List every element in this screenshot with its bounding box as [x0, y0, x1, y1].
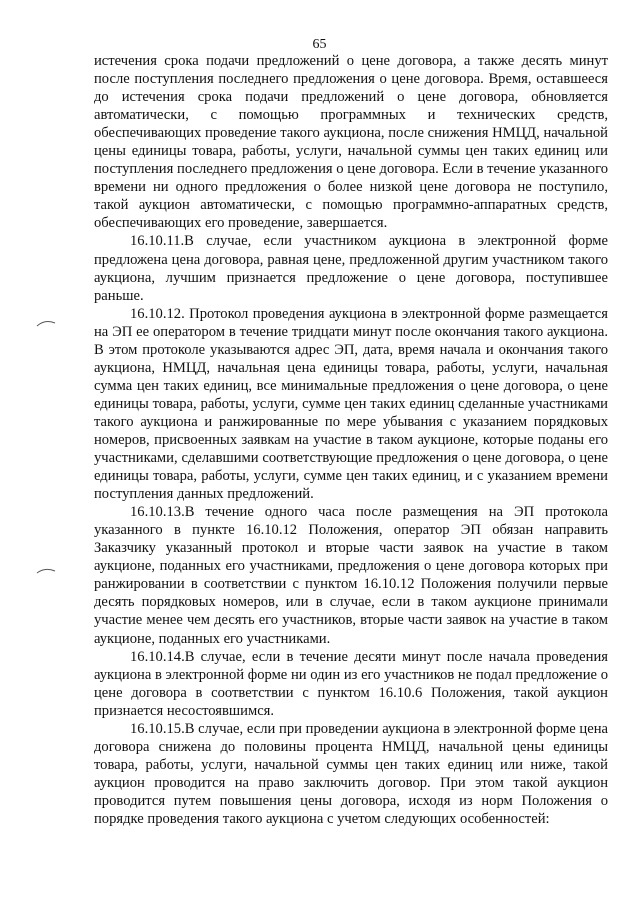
paragraph-16-10-12: 16.10.12. Протокол проведения аукциона в электронной форме размещается на ЭП ее оператором в течение тридцати минут после окончания такого аукциона. В этом протоколе указываются адрес ЭП, дата, время начала и окончания такого аукциона, НМЦД, начальная цена единицы товара, работы, услуги, начальная сумма цен таких единиц, все минимальные предложения о цене договора, о цене единицы товара, работы, услуги, сумме цен таких единиц сделанные участниками такого аукциона и ранжированные по мере убывания с указанием порядковых номеров, присвоенных заявкам на участие в таком аукционе, которые поданы его участниками, сделавшими соответствующие предложения о цене договора, о цене единицы товара, работы, услуги, сумме цен таких единиц, и с указанием времени поступления данных предложений. [94, 305, 608, 503]
paragraph-16-10-14: 16.10.14.В случае, если в течение десяти минут после начала проведения аукциона в электронной форме ни один из его участников не подал предложение о цене договора в соответствии с пунктом 16.10.6 Положения, такой аукцион признается несостоявшимся. [94, 648, 608, 719]
paragraph-16-10-11: 16.10.11.В случае, если участником аукциона в электронной форме предложена цена договора, равная цене, предложенной другим участником такого аукциона, лучшим признается предложение о цене договора, поступившее раньше. [94, 233, 608, 304]
paragraph-16-10-13: 16.10.13.В течение одного часа после размещения на ЭП протокола указанного в пункте 16.10.12 Положения, оператор ЭП обязан направить Заказчику указанный протокол и вторые части заявок на участие в таком аукционе, поданных его участниками, предложения о цене договора которых при ранжировании в соответствии с пунктом 16.10.12 Положения получили первые десять порядковых номеров, или в случае, если в таком аукционе принимали участие менее чем десять его участников, вторые части заявок на участие в таком аукционе, поданных его участниками. [94, 504, 608, 647]
page-body [94, 52, 608, 828]
paragraph-16-10-15: 16.10.15.В случае, если при проведении аукциона в электронной форме цена договора снижена до половины процента НМЦД, начальной цены единицы товара, работы, услуги, начальной суммы цен таких единиц или ниже, такой аукцион проводится на право заключить договор. При этом такой аукцион проводится путем повышения цены договора, исходя из норм Положения о порядке проведения такого аукциона с учетом следующих особенностей: [94, 720, 608, 827]
page-number: 65 [312, 37, 327, 52]
paragraph-continued: истечения срока подачи предложений о цене договора, а также десять минут после поступления последнего предложения о цене договора. Время, оставшееся до истечения срока подачи предложений о цене договора, обновляется автоматически, с помощью программных и технических средств, обеспечивающих проведение такого аукциона, после снижения НМЦД, начальной цены единицы товара, работы, услуги, начальной суммы цен таких единиц или поступления последнего предложения о цене договора. Если в течение указанного времени ни одного предложения о более низкой цене договора не поступило, такой аукцион автоматически, с помощью программно-аппаратных средств, обеспечивающих его проведение, завершается. [94, 53, 608, 232]
margin-scan-mark-top [36, 318, 56, 328]
margin-scan-mark-bottom [36, 566, 56, 576]
